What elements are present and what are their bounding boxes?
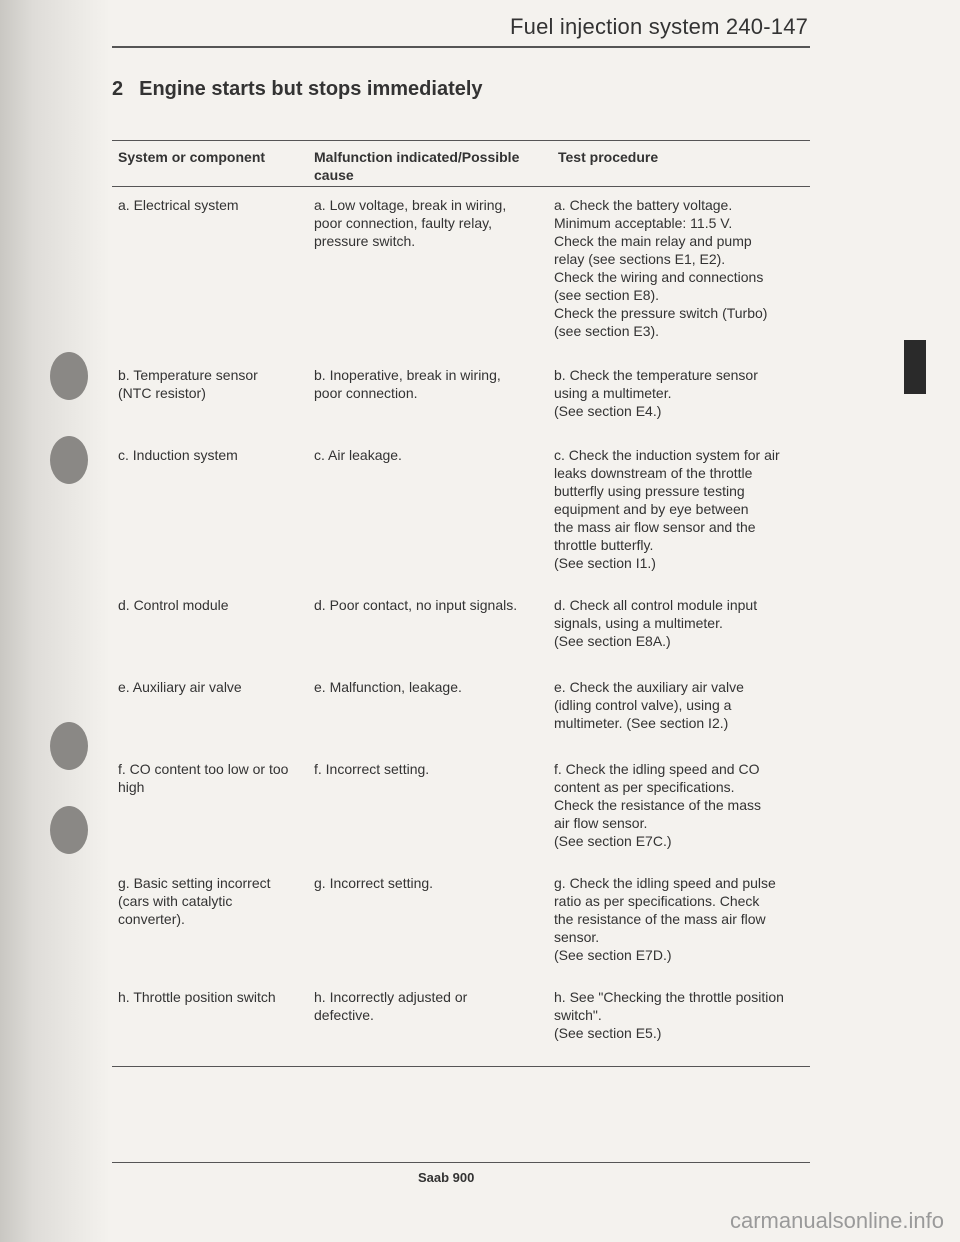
page-binding-shadow bbox=[0, 0, 110, 1242]
table-cell-procedure: f. Check the idling speed and CO content as per specifications. Check the resistance of the mass air flow sensor. (See section E7C.) bbox=[554, 761, 761, 849]
table-cell-procedure: d. Check all control module input signals, using a multimeter. (See section E8A.) bbox=[554, 597, 758, 649]
page-header-title: Fuel injection system 240-147 bbox=[510, 14, 809, 39]
table-cell-procedure: c. Check the induction system for air leaks downstream of the throttle butterfly using pressure testing equipment and by eye between the mass air flow sensor and the throttle butterfly. (See section I1.) bbox=[554, 447, 780, 571]
table-cell-component: b. Temperature sensor (NTC resistor) bbox=[118, 367, 258, 401]
table-cell-component: a. Electrical system bbox=[118, 197, 239, 213]
table-cell-component: c. Induction system bbox=[118, 447, 238, 463]
table-header-rule bbox=[112, 186, 810, 187]
table-cell-malfunction: a. Low voltage, break in wiring, poor connection, faulty relay, pressure switch. bbox=[314, 197, 507, 249]
footer-rule bbox=[112, 1162, 810, 1163]
header-divider bbox=[112, 46, 810, 48]
section-heading: Engine starts but stops immediately bbox=[139, 78, 483, 100]
table-cell-component: f. CO content too low or too high bbox=[118, 761, 289, 795]
binding-hole bbox=[50, 436, 88, 484]
binding-hole bbox=[50, 722, 88, 770]
table-cell-component: e. Auxiliary air valve bbox=[118, 679, 242, 695]
table-cell-procedure: g. Check the idling speed and pulse ratio as per specifications. Check the resistance of the mass air flow sensor. (See section E7D.) bbox=[554, 875, 776, 963]
table-cell-malfunction: d. Poor contact, no input signals. bbox=[314, 597, 518, 613]
binding-hole bbox=[50, 806, 88, 854]
table-cell-procedure: e. Check the auxiliary air valve (idling control valve), using a multimeter. (See section I2.) bbox=[554, 679, 744, 731]
table-cell-component: h. Throttle position switch bbox=[118, 989, 276, 1005]
section-title bbox=[112, 78, 483, 101]
column-header-procedure: Test procedure bbox=[558, 149, 659, 165]
binding-hole bbox=[50, 352, 88, 400]
table-bottom-rule bbox=[112, 1066, 810, 1067]
table-cell-procedure: a. Check the battery voltage. Minimum acceptable: 11.5 V. Check the main relay and pump relay (see sections E1, E2). Check the wiring and connections (see section E8). Check the pressure switch (Turbo) (see section E3). bbox=[554, 197, 768, 339]
table-cell-malfunction: h. Incorrectly adjusted or defective. bbox=[314, 989, 468, 1023]
table-cell-component: d. Control module bbox=[118, 597, 229, 613]
table-cell-procedure: b. Check the temperature sensor using a multimeter. (See section E4.) bbox=[554, 367, 758, 419]
section-number: 2 bbox=[112, 78, 124, 100]
footer-model-label: Saab 900 bbox=[418, 1170, 475, 1185]
table-cell-procedure: h. See "Checking the throttle position switch". (See section E5.) bbox=[554, 989, 784, 1041]
table-cell-malfunction: f. Incorrect setting. bbox=[314, 761, 430, 777]
column-header-malfunction: Malfunction indicated/Possible cause bbox=[314, 149, 520, 183]
table-cell-malfunction: b. Inoperative, break in wiring, poor connection. bbox=[314, 367, 501, 401]
section-thumb-tab bbox=[904, 340, 926, 394]
table-cell-component: g. Basic setting incorrect (cars with catalytic converter). bbox=[118, 875, 271, 927]
table-cell-malfunction: g. Incorrect setting. bbox=[314, 875, 434, 891]
column-header-component: System or component bbox=[118, 149, 266, 165]
watermark: carmanualsonline.info bbox=[729, 1208, 944, 1233]
table-top-rule bbox=[112, 140, 810, 141]
table-cell-malfunction: c. Air leakage. bbox=[314, 447, 402, 463]
table-cell-malfunction: e. Malfunction, leakage. bbox=[314, 679, 462, 695]
